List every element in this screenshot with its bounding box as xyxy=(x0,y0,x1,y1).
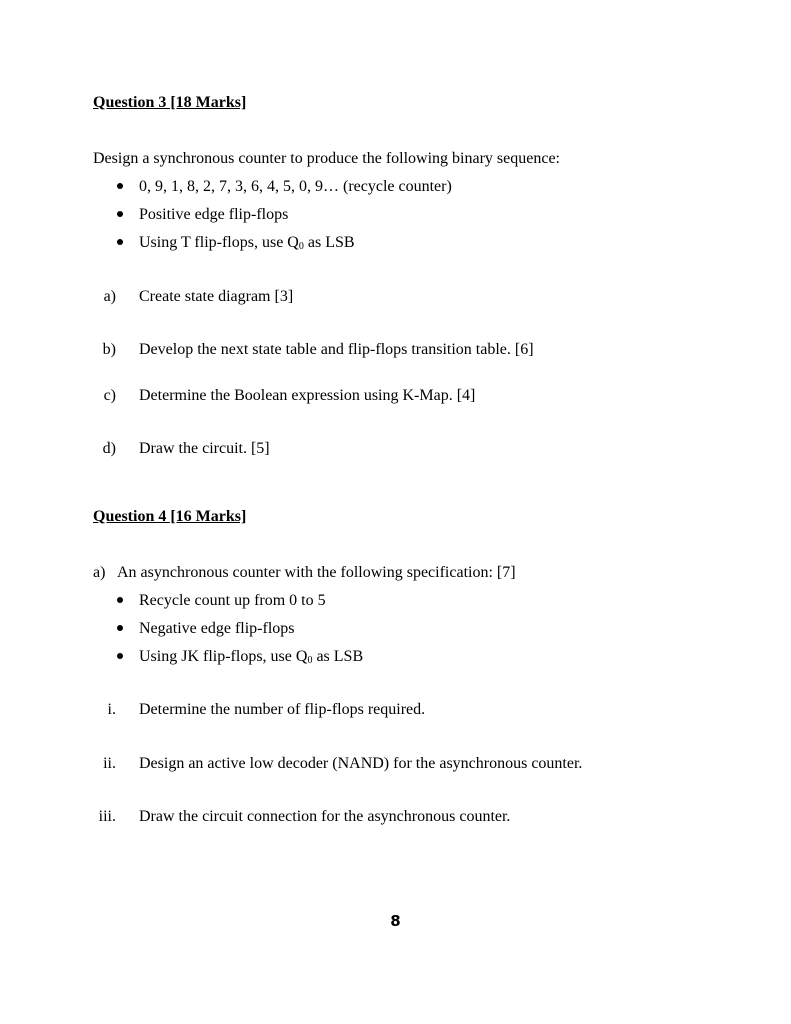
q4-bullet-3-pre: Using JK flip-flops, use Q xyxy=(139,648,308,665)
q4-subpart-text: Design an active low decoder (NAND) for the asynchronous counter. xyxy=(139,755,583,772)
q4-bullet-1: Recycle count up from 0 to 5 xyxy=(139,592,326,609)
q4-bullet-3-sub: 0 xyxy=(307,655,313,666)
q3-part-text: Draw the circuit. [5] xyxy=(139,440,270,457)
q4-bullet-2: Negative edge flip-flops xyxy=(139,620,295,637)
q3-bullet-3-sub: 0 xyxy=(298,241,304,252)
q4-heading: Question 4 [16 Marks] xyxy=(93,508,247,525)
bullet-dot-icon xyxy=(117,183,123,189)
q3-part-text: Create state diagram [3] xyxy=(139,288,294,305)
q3-bullet-3-pre: Using T flip-flops, use Q xyxy=(139,234,299,251)
page-number: 8 xyxy=(390,912,401,930)
q3-bullet-3-post: as LSB xyxy=(303,234,355,251)
q3-intro: Design a synchronous counter to produce the following binary sequence: xyxy=(93,150,560,167)
q3-part-label: b) xyxy=(102,341,116,358)
q4-bullet-3 xyxy=(139,648,363,666)
q4-subpart-label: ii. xyxy=(103,755,116,772)
q4-subpart-text: Draw the circuit connection for the asynchronous counter. xyxy=(139,808,511,825)
q3-heading: Question 3 [18 Marks] xyxy=(93,94,247,111)
bullet-dot-icon xyxy=(117,625,123,631)
q4-bullet-3-post: as LSB xyxy=(312,648,364,665)
q4-subpart-label: iii. xyxy=(98,808,116,825)
q4-subpart-label: i. xyxy=(107,701,116,718)
q4-a-label: a) xyxy=(93,564,106,581)
q3-part-label: d) xyxy=(102,440,116,457)
q3-part-label: c) xyxy=(103,387,116,404)
q3-bullet-1: 0, 9, 1, 8, 2, 7, 3, 6, 4, 5, 0, 9… (recycle counter) xyxy=(139,178,452,195)
bullet-dot-icon xyxy=(117,597,123,603)
q3-bullet-2: Positive edge flip-flops xyxy=(139,206,289,223)
q4-subpart-text: Determine the number of flip-flops required. xyxy=(139,701,426,718)
q3-part-text: Develop the next state table and flip-flops transition table. [6] xyxy=(139,341,534,358)
q4-a-text: An asynchronous counter with the following specification: [7] xyxy=(117,564,516,581)
bullet-dot-icon xyxy=(117,211,123,217)
bullet-dot-icon xyxy=(117,239,123,245)
q3-part-text: Determine the Boolean expression using K-Map. [4] xyxy=(139,387,476,404)
q3-part-label: a) xyxy=(103,288,116,305)
bullet-dot-icon xyxy=(117,653,123,659)
q3-bullet-3 xyxy=(139,234,355,252)
